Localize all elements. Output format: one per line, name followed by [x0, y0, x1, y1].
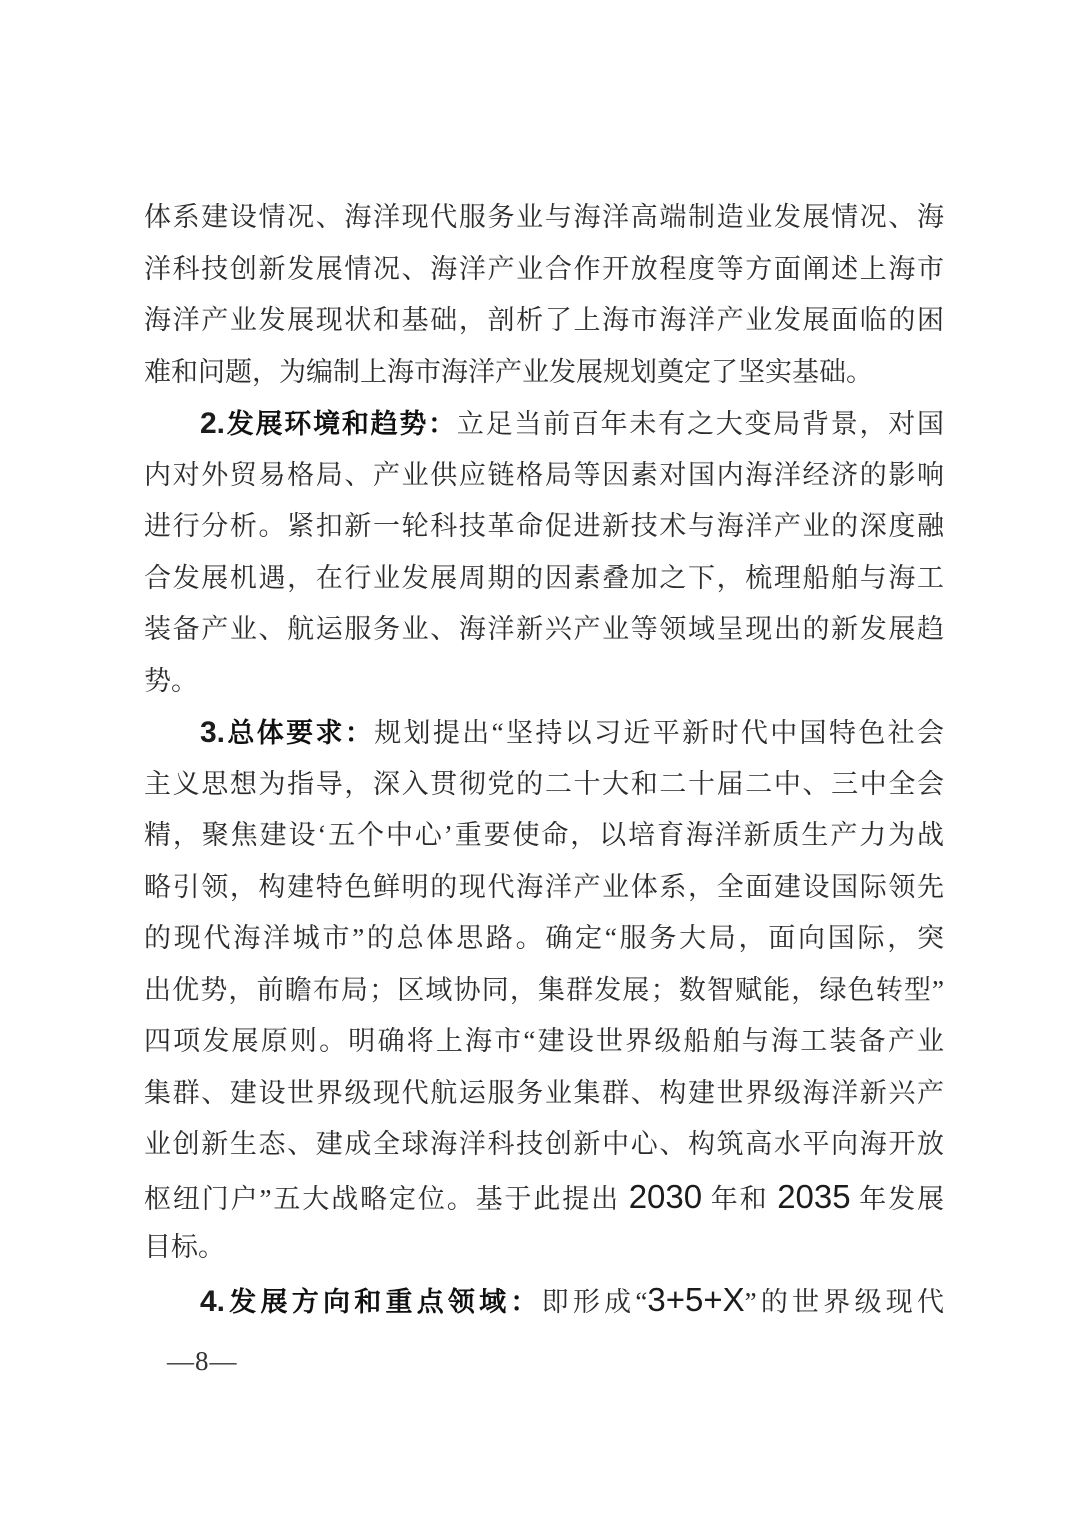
text-segment: 进行分析。紧扣新一轮科技革命促进新技术与海洋产业的深度融: [144, 511, 944, 541]
text-line: [144, 553, 944, 605]
text-segment: 体系建设情况、海洋现代服务业与海洋高端制造业发展情况、海: [144, 202, 944, 232]
text-segment: 的现代海洋城市”的总体思路。确定“服务大局，面向国际，突: [144, 923, 944, 953]
text-segment: 2035: [777, 1177, 851, 1215]
text-segment: 精，聚焦建设‘五个中心’重要使命，以培育海洋新质生产力为战: [144, 820, 944, 850]
text-line: [144, 913, 944, 965]
text-line: [144, 295, 944, 347]
heading-segment: 4.: [200, 1284, 226, 1318]
text-segment: 即形成“: [541, 1286, 648, 1317]
heading-segment: 3.: [200, 716, 226, 749]
heading-segment: 2.: [200, 407, 226, 440]
text-segment: 内对外贸易格局、产业供应链格局等因素对国内海洋经济的影响: [144, 459, 944, 490]
text-segment: 枢纽门户”五大战略定位。基于此提出: [144, 1183, 629, 1214]
text-line: [144, 192, 944, 244]
text-line: [144, 759, 944, 811]
text-segment: 规划提出“坚持以习近平新时代中国特色社会: [374, 718, 944, 748]
text-line: [144, 1274, 944, 1326]
text-segment: 业创新生态、建成全球海洋科技创新中心、构筑高水平向海开放: [144, 1129, 944, 1159]
text-line: [144, 1171, 944, 1223]
text-line: [144, 965, 944, 1017]
text-line: [144, 1068, 944, 1120]
text-line: [144, 244, 944, 296]
text-line: [144, 501, 944, 553]
text-line: [144, 810, 944, 862]
text-segment: 目标。: [144, 1232, 225, 1262]
text-segment: 洋科技创新发展情况、海洋产业合作开放程度等方面阐述上海市: [144, 253, 944, 284]
text-segment: ”的世界级现代: [744, 1286, 945, 1317]
text-segment: 海洋产业发展现状和基础，剖析了上海市海洋产业发展面临的困: [144, 305, 944, 335]
page-number: —8—: [167, 1346, 238, 1376]
text-line: [144, 1222, 944, 1274]
text-segment: 2030: [628, 1177, 703, 1215]
text-segment: 难和问题，为编制上海市海洋产业发展规划奠定了坚实基础。: [144, 356, 873, 387]
text-line: [144, 1119, 944, 1171]
text-line: [144, 862, 944, 914]
text-segment: 合发展机遇，在行业发展周期的因素叠加之下，梳理船舶与海工: [144, 562, 944, 593]
text-segment: 集群、建设世界级现代航运服务业集群、构建世界级海洋新兴产: [144, 1077, 944, 1108]
text-line: [144, 707, 944, 759]
text-segment: 略引领，构建特色鲜明的现代海洋产业体系，全面建设国际领先: [144, 871, 944, 902]
text-line: [144, 450, 944, 502]
text-segment: 四项发展原则。明确将上海市“建设世界级船舶与海工装备产业: [144, 1026, 944, 1056]
text-segment: 出优势，前瞻布局；区域协同，集群发展；数智赋能，绿色转型”: [144, 974, 944, 1005]
text-line: [144, 347, 944, 399]
text-line: [144, 398, 944, 450]
text-segment: 年和: [702, 1183, 778, 1214]
text-line: [144, 656, 944, 708]
text-segment: 3+5+X: [647, 1280, 745, 1318]
heading-segment: 发展方向和重点领域：: [225, 1286, 542, 1317]
text-segment: 势。: [144, 665, 198, 696]
text-segment: 年发展: [850, 1183, 945, 1214]
heading-segment: 发展环境和趋势：: [225, 409, 457, 439]
text-segment: 立足当前百年未有之大变局背景，对国: [456, 409, 945, 439]
text-segment: 主义思想为指导，深入贯彻党的二十大和二十届二中、三中全会: [144, 768, 944, 799]
text-segment: 装备产业、航运服务业、海洋新兴产业等领域呈现出的新发展趋: [144, 614, 944, 644]
text-line: [144, 1016, 944, 1068]
text-line: [144, 604, 944, 656]
document-body: [144, 192, 944, 1325]
heading-segment: 总体要求：: [225, 718, 375, 748]
